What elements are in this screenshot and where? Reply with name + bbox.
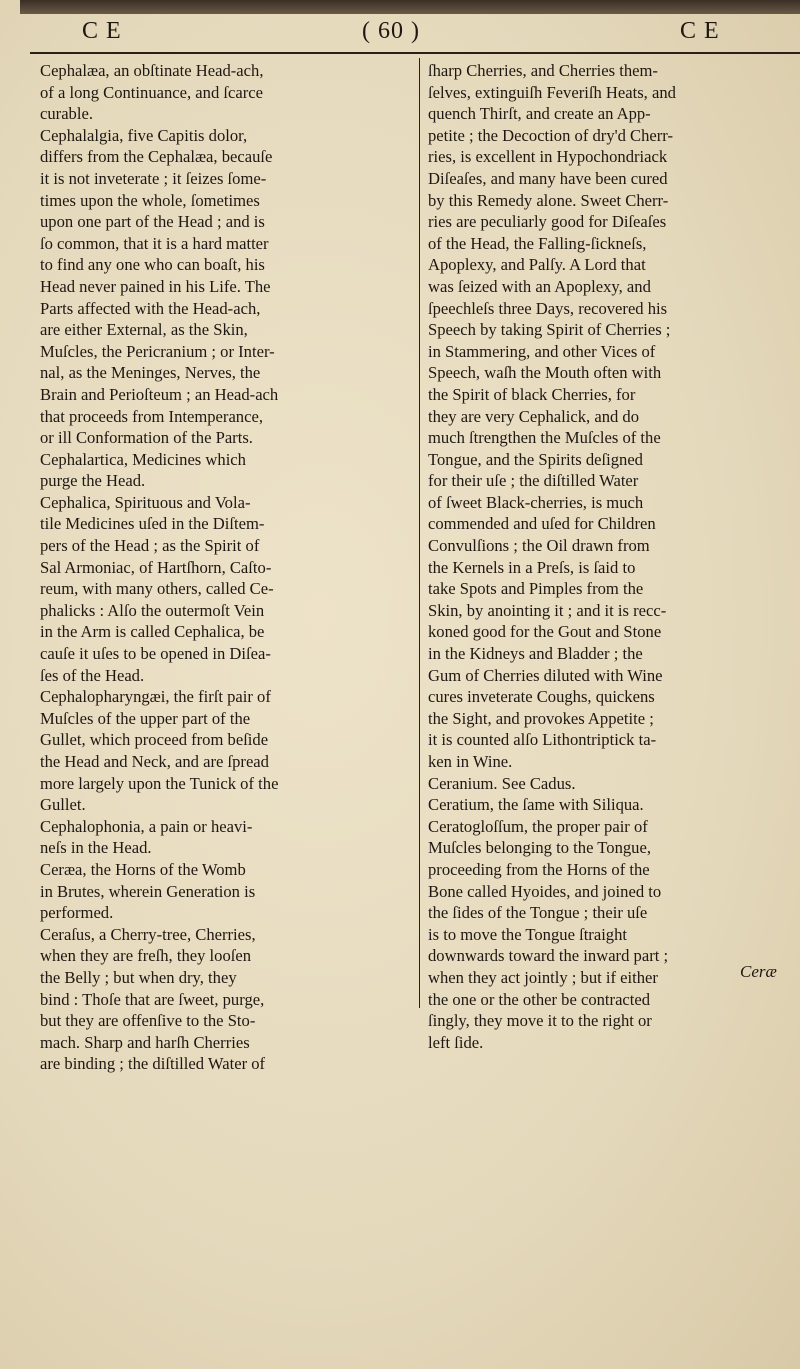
text-line: pers of the Head ; as the Spirit of <box>40 536 260 556</box>
text-line: that proceeds from Intemperance, <box>40 406 263 426</box>
text-line: take Spots and Pimples from the <box>428 579 644 599</box>
text-line: it is counted alſo Lithontriptick ta- <box>428 730 657 750</box>
text-line: nal, as the Meninges, Nerves, the <box>40 363 261 383</box>
text-line: petite ; the Decoction of dry'd Cherr- <box>428 125 674 145</box>
header-left: C E <box>82 18 122 44</box>
column-divider <box>419 58 420 1008</box>
text-line: it is not inveterate ; it ſeizes ſome- <box>40 168 267 188</box>
text-line: by this Remedy alone. Sweet Cherr- <box>428 190 669 210</box>
text-line: curable. <box>40 104 93 124</box>
text-line: Gullet. <box>40 795 86 815</box>
text-line: Gullet, which proceed from beſide <box>40 730 269 750</box>
text-line: Parts affected with the Head-ach, <box>40 298 261 318</box>
text-line: Cephalica, Spirituous and Vola- <box>40 492 251 512</box>
text-line: phalicks : Alſo the outermoſt Vein <box>40 600 265 620</box>
text-line: in the Kidneys and Bladder ; the <box>428 644 643 664</box>
running-header <box>40 16 780 52</box>
text-line: Cephalopharyngæi, the firſt pair of <box>40 687 271 707</box>
text-line: Skin, by anointing it ; and it is recc- <box>428 600 667 620</box>
text-line: Cephalalgia, five Capitis dolor, <box>40 125 248 145</box>
text-line: Bone called Hyoides, and joined to <box>428 881 662 901</box>
text-line: ſes of the Head. <box>40 665 145 685</box>
text-line: Sal Armoniac, of Hartſhorn, Caſto- <box>40 557 272 577</box>
text-line: ſelves, extinguiſh Feveriſh Heats, and <box>428 82 676 102</box>
text-line: when they are freſh, they looſen <box>40 946 252 966</box>
text-line: Cephalophonia, a pain or heavi- <box>40 816 253 836</box>
text-line: Head never pained in his Life. The <box>40 276 271 296</box>
text-line: Cephalæa, an obſtinate Head-ach, <box>40 61 264 80</box>
text-line: or ill Conformation of the Parts. <box>40 428 253 448</box>
text-line: the one or the other be contracted <box>428 989 651 1009</box>
text-line: ſingly, they move it to the right or <box>428 1011 652 1031</box>
header-rule <box>30 52 800 54</box>
text-line: commended and uſed for Children <box>428 514 656 534</box>
text-line: of the Head, the Falling-ſickneſs, <box>428 233 647 253</box>
text-line: Convulſions ; the Oil drawn from <box>428 536 650 556</box>
text-line: ries, is excellent in Hypochondriack <box>428 147 668 167</box>
text-line: ſpeechleſs three Days, recovered his <box>428 298 668 318</box>
text-line: differs from the Cephalæa, becauſe <box>40 147 273 167</box>
text-line: of ſweet Black-cherries, is much <box>428 492 644 512</box>
text-line: are binding ; the diſtilled Water of <box>40 1054 266 1074</box>
text-line: proceeding from the Horns of the <box>428 859 650 879</box>
text-line: downwards toward the inward part ; <box>428 946 669 966</box>
text-line: to find any one who can boaſt, his <box>40 255 265 275</box>
right-column <box>428 60 800 1053</box>
text-line: tile Medicines uſed in the Diſtem- <box>40 514 265 534</box>
text-line: cures inveterate Coughs, quickens <box>428 687 655 707</box>
text-line: Diſeaſes, and many have been cured <box>428 168 668 188</box>
text-line: Gum of Cherries diluted with Wine <box>428 665 663 685</box>
text-line: Cephalartica, Medicines which <box>40 449 246 469</box>
text-line: neſs in the Head. <box>40 838 152 858</box>
text-line: times upon the whole, ſometimes <box>40 190 260 210</box>
text-line: the Head and Neck, and are ſpread <box>40 752 269 771</box>
text-line: much ſtrengthen the Muſcles of the <box>428 428 661 448</box>
text-line: Speech, waſh the Mouth often with <box>428 363 662 383</box>
text-line: Apoplexy, and Palſy. A Lord that <box>428 255 646 275</box>
text-line: Tongue, and the Spirits deſigned <box>428 449 643 469</box>
text-line: koned good for the Gout and Stone <box>428 622 662 642</box>
text-line: in Stammering, and other Vices of <box>428 341 656 361</box>
text-line: in Brutes, wherein Generation is <box>40 881 256 901</box>
text-line: Speech by taking Spirit of Cherries ; <box>428 320 671 340</box>
text-line: Ceranium. See Cadus. <box>428 773 576 793</box>
text-line: ſo common, that it is a hard matter <box>40 233 269 253</box>
text-line: reum, with many others, called Ce- <box>40 579 274 599</box>
text-line: mach. Sharp and harſh Cherries <box>40 1032 250 1052</box>
text-line: the Kernels in a Preſs, is ſaid to <box>428 557 636 577</box>
text-line: ſharp Cherries, and Cherries them- <box>428 61 658 80</box>
text-line: but they are offenſive to the Sto- <box>40 1011 256 1031</box>
text-line: the Belly ; but when dry, they <box>40 967 237 987</box>
text-line: more largely upon the Tunick of the <box>40 773 279 793</box>
text-line: Ceratium, the ſame with Siliqua. <box>428 795 644 815</box>
text-line: the ſides of the Tongue ; their uſe <box>428 903 648 923</box>
text-line: the Spirit of black Cherries, for <box>428 384 636 404</box>
text-line: quench Thirſt, and create an App- <box>428 104 651 124</box>
text-line: when they act jointly ; but if either <box>428 967 658 987</box>
text-line: is to move the Tongue ſtraight <box>428 924 628 944</box>
text-line: performed. <box>40 903 114 923</box>
text-line: purge the Head. <box>40 471 146 491</box>
text-line: for their uſe ; the diſtilled Water <box>428 471 639 491</box>
text-line: of a long Continuance, and ſcarce <box>40 82 264 102</box>
text-line: Brain and Perioſteum ; an Head-ach <box>40 384 279 404</box>
text-line: in the Arm is called Cephalica, be <box>40 622 265 642</box>
text-line: was ſeized with an Apoplexy, and <box>428 276 651 296</box>
text-line: the Sight, and provokes Appetite ; <box>428 708 654 728</box>
text-line: cauſe it uſes to be opened in Diſea- <box>40 644 271 664</box>
text-line: are either External, as the Skin, <box>40 320 248 340</box>
catchword: Ceræ <box>740 962 777 981</box>
page-number: ( 60 ) <box>362 18 420 44</box>
text-line: Ceraſus, a Cherry-tree, Cherries, <box>40 924 256 944</box>
text-line: Ceræa, the Horns of the Womb <box>40 859 246 879</box>
text-line: Muſcles of the upper part of the <box>40 708 251 728</box>
text-line: bind : Thoſe that are ſweet, purge, <box>40 989 265 1009</box>
header-right: C E <box>680 18 720 44</box>
text-line: Ceratogloſſum, the proper pair of <box>428 816 648 836</box>
text-line: ken in Wine. <box>428 752 513 771</box>
text-line: Muſcles belonging to the Tongue, <box>428 838 651 858</box>
text-line: they are very Cephalick, and do <box>428 406 640 426</box>
text-line: left ſide. <box>428 1032 484 1052</box>
left-column <box>40 60 412 1075</box>
text-line: upon one part of the Head ; and is <box>40 212 265 232</box>
text-line: Muſcles, the Pericranium ; or Inter- <box>40 341 275 361</box>
page-top-edge <box>20 0 800 14</box>
text-line: ries are peculiarly good for Diſeaſes <box>428 212 667 232</box>
